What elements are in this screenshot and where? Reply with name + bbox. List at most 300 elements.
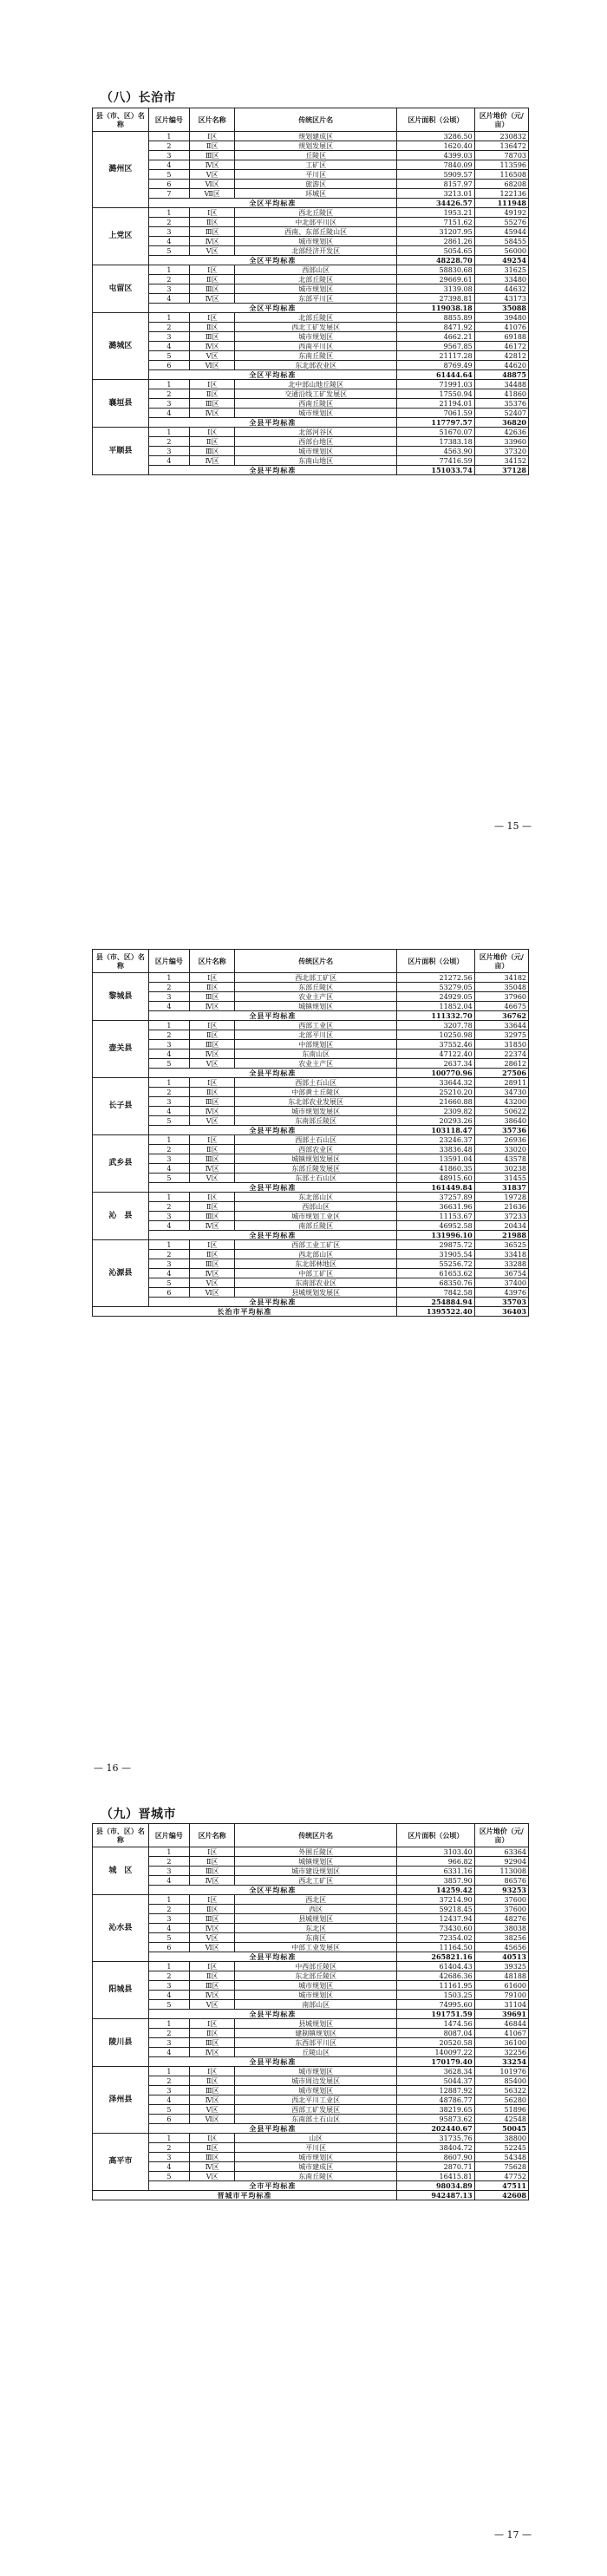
table-row xyxy=(93,2019,529,2029)
header-county: 县（市、区）名称 xyxy=(93,950,149,973)
zone-name: Ⅲ区 xyxy=(190,399,235,409)
zone-area: 8769.49 xyxy=(397,361,475,370)
table-row xyxy=(93,1962,529,1971)
zone-price: 31850 xyxy=(474,1040,528,1049)
zone-price: 32256 xyxy=(474,2048,528,2057)
traditional-zone-name: 东部平川区 xyxy=(235,294,397,304)
table-row xyxy=(93,1847,529,1857)
total-price: 93253 xyxy=(474,1886,528,1895)
zone-price: 48276 xyxy=(474,1914,528,1924)
zone-area: 74995.60 xyxy=(397,2000,475,2010)
table-row xyxy=(93,208,529,218)
total-price: 36762 xyxy=(474,1011,528,1021)
zone-number: 1 xyxy=(148,1847,189,1857)
county-name: 潞州区 xyxy=(93,132,149,208)
zone-number: 2 xyxy=(148,437,189,447)
land-price-table-jincheng xyxy=(92,1823,529,2200)
zone-number: 4 xyxy=(148,1164,189,1174)
zone-area: 2309.82 xyxy=(397,1107,475,1116)
table xyxy=(92,1823,529,2200)
zone-number: 1 xyxy=(148,2019,189,2029)
county-name: 沁 县 xyxy=(93,1193,149,1240)
zone-area: 5044.37 xyxy=(397,2076,475,2086)
zone-name: Ⅰ区 xyxy=(190,208,235,218)
zone-name: Ⅰ区 xyxy=(190,973,235,983)
total-price: 33254 xyxy=(474,2057,528,2067)
zone-number: 2 xyxy=(148,2029,189,2038)
table-row xyxy=(93,160,529,170)
total-label: 全县平均标准 xyxy=(148,1183,396,1193)
zone-area: 3207.78 xyxy=(397,1021,475,1030)
county-total-row xyxy=(93,466,529,475)
zone-area: 25210.20 xyxy=(397,1088,475,1097)
header-zone-no: 区片编号 xyxy=(148,108,189,132)
zone-area: 59218.45 xyxy=(397,1905,475,1914)
zone-area: 8471.92 xyxy=(397,323,475,332)
zone-area: 61653.62 xyxy=(397,1269,475,1278)
zone-price: 52407 xyxy=(474,409,528,418)
total-label: 全区平均标准 xyxy=(148,370,396,380)
county-name: 城 区 xyxy=(93,1847,149,1895)
total-price: 50045 xyxy=(474,2124,528,2134)
header-zone-name: 区片名称 xyxy=(190,1824,235,1847)
zone-area: 11852.04 xyxy=(397,1002,475,1011)
county-name: 阳城县 xyxy=(93,1962,149,2019)
zone-number: 1 xyxy=(148,428,189,437)
page-number: — 15 — xyxy=(494,821,532,832)
zone-price: 38256 xyxy=(474,1933,528,1943)
zone-price: 113596 xyxy=(474,160,528,170)
zone-name: Ⅳ区 xyxy=(190,1876,235,1886)
table-row xyxy=(93,1193,529,1202)
zone-number: 5 xyxy=(148,1278,189,1288)
table-header xyxy=(93,950,529,973)
county-name: 泽州县 xyxy=(93,2067,149,2134)
zone-number: 4 xyxy=(148,160,189,170)
table-row xyxy=(93,447,529,456)
traditional-zone-name: 北部丘陵区 xyxy=(235,313,397,323)
table-row xyxy=(93,342,529,351)
city-total-price: 42608 xyxy=(474,2191,528,2200)
zone-area: 1620.40 xyxy=(397,141,475,151)
zone-name: Ⅲ区 xyxy=(190,1867,235,1876)
zone-number: 3 xyxy=(148,1914,189,1924)
county-name: 襄垣县 xyxy=(93,380,149,428)
traditional-zone-name: 东南山区 xyxy=(235,1049,397,1059)
county-name: 陵川县 xyxy=(93,2019,149,2067)
traditional-zone-name: 东北部农业发展区 xyxy=(235,1097,397,1107)
zone-price: 36754 xyxy=(474,1269,528,1278)
table-row xyxy=(93,1981,529,1991)
traditional-zone-name: 西部农业区 xyxy=(235,1145,397,1154)
zone-price: 68208 xyxy=(474,180,528,189)
zone-area: 10250.98 xyxy=(397,1030,475,1040)
zone-name: Ⅰ区 xyxy=(190,428,235,437)
county-total-row xyxy=(93,2010,529,2019)
zone-price: 37600 xyxy=(474,1905,528,1914)
zone-area: 31905.54 xyxy=(397,1250,475,1259)
header-county: 县（市、区）名称 xyxy=(93,108,149,132)
zone-area: 41860.35 xyxy=(397,1164,475,1174)
table-row xyxy=(93,323,529,332)
zone-area: 17383.18 xyxy=(397,437,475,447)
zone-price: 63364 xyxy=(474,1847,528,1857)
county-total-row xyxy=(93,304,529,313)
table-row xyxy=(93,1924,529,1933)
zone-name: Ⅱ区 xyxy=(190,1250,235,1259)
table-row xyxy=(93,1933,529,1943)
zone-name: Ⅲ区 xyxy=(190,1154,235,1164)
zone-number: 1 xyxy=(148,132,189,141)
zone-number: 4 xyxy=(148,1002,189,1011)
zone-number: 3 xyxy=(148,1212,189,1221)
traditional-zone-name: 西南丘陵区 xyxy=(235,399,397,409)
zone-number: 3 xyxy=(148,447,189,456)
total-label: 全县平均标准 xyxy=(148,1069,396,1078)
zone-price: 92904 xyxy=(474,1857,528,1867)
table-row xyxy=(93,189,529,199)
zone-number: 6 xyxy=(148,1288,189,1298)
zone-number: 3 xyxy=(148,1097,189,1107)
traditional-zone-name: 城市规划工业区 xyxy=(235,1212,397,1221)
zone-number: 3 xyxy=(148,1867,189,1876)
zone-area: 7840.09 xyxy=(397,160,475,170)
zone-price: 38800 xyxy=(474,2134,528,2143)
county-total-row xyxy=(93,1183,529,1193)
zone-number: 2 xyxy=(148,218,189,227)
traditional-zone-name: 城市规划区 xyxy=(235,1991,397,2000)
zone-number: 5 xyxy=(148,1116,189,1126)
header-trad-name: 传统区片名 xyxy=(235,950,397,973)
traditional-zone-name: 西部工业工矿区 xyxy=(235,1240,397,1250)
zone-area: 48915.60 xyxy=(397,1174,475,1183)
city-total-row xyxy=(93,1307,529,1317)
zone-area: 11153.67 xyxy=(397,1212,475,1221)
city-total-area: 942487.13 xyxy=(397,2191,475,2200)
zone-name: Ⅱ区 xyxy=(190,1030,235,1040)
zone-area: 3857.90 xyxy=(397,1876,475,1886)
zone-price: 122136 xyxy=(474,189,528,199)
zone-area: 53279.05 xyxy=(397,983,475,992)
zone-name: Ⅱ区 xyxy=(190,275,235,284)
table-row xyxy=(93,1154,529,1164)
zone-number: 3 xyxy=(148,2086,189,2095)
table-row xyxy=(93,1116,529,1126)
page-16 xyxy=(0,859,607,1774)
total-price: 37128 xyxy=(474,466,528,475)
zone-number: 5 xyxy=(148,351,189,361)
header-area: 区片面积（公顷） xyxy=(397,1824,475,1847)
zone-area: 21272.56 xyxy=(397,973,475,983)
total-price: 21988 xyxy=(474,1231,528,1240)
table-body xyxy=(93,973,529,1317)
total-area: 14259.42 xyxy=(397,1886,475,1895)
zone-price: 33020 xyxy=(474,1145,528,1154)
zone-name: Ⅱ区 xyxy=(190,1202,235,1212)
zone-area: 37214.90 xyxy=(397,1895,475,1905)
total-label: 全市平均标准 xyxy=(148,2181,396,2191)
table-row xyxy=(93,992,529,1002)
traditional-zone-name: 建制镇规划区 xyxy=(235,2029,397,2038)
total-area: 100770.96 xyxy=(397,1069,475,1078)
traditional-zone-name: 西北区 xyxy=(235,1895,397,1905)
table-row xyxy=(93,2153,529,2162)
zone-price: 19728 xyxy=(474,1193,528,1202)
total-label: 全区平均标准 xyxy=(148,256,396,265)
zone-price: 39325 xyxy=(474,1962,528,1971)
zone-area: 11164.50 xyxy=(397,1943,475,1952)
zone-name: Ⅲ区 xyxy=(190,1212,235,1221)
traditional-zone-name: 城市规划区 xyxy=(235,2153,397,2162)
traditional-zone-name: 规划发展区 xyxy=(235,141,397,151)
traditional-zone-name: 旅游区 xyxy=(235,180,397,189)
table-row xyxy=(93,237,529,246)
zone-number: 3 xyxy=(148,332,189,342)
zone-price: 44620 xyxy=(474,361,528,370)
zone-name: Ⅴ区 xyxy=(190,2105,235,2115)
zone-number: 3 xyxy=(148,227,189,237)
zone-price: 55276 xyxy=(474,218,528,227)
table-row xyxy=(93,1145,529,1154)
traditional-zone-name: 城镇规划区 xyxy=(235,1002,397,1011)
zone-price: 43200 xyxy=(474,1097,528,1107)
zone-name: Ⅴ区 xyxy=(190,351,235,361)
zone-area: 3103.40 xyxy=(397,1847,475,1857)
zone-price: 42548 xyxy=(474,2115,528,2124)
zone-name: Ⅱ区 xyxy=(190,323,235,332)
zone-price: 34152 xyxy=(474,456,528,466)
table-row xyxy=(93,2162,529,2172)
traditional-zone-name: 县城规划区 xyxy=(235,1914,397,1924)
zone-price: 49192 xyxy=(474,208,528,218)
zone-number: 4 xyxy=(148,237,189,246)
zone-area: 72354.02 xyxy=(397,1933,475,1943)
header-row xyxy=(93,108,529,132)
table-row xyxy=(93,1002,529,1011)
county-name: 黎城县 xyxy=(93,973,149,1021)
zone-number: 4 xyxy=(148,1924,189,1933)
zone-price: 31625 xyxy=(474,265,528,275)
total-price: 35736 xyxy=(474,1126,528,1135)
zone-area: 11161.95 xyxy=(397,1981,475,1991)
zone-number: 4 xyxy=(148,1269,189,1278)
county-name: 沁源县 xyxy=(93,1240,149,1307)
zone-price: 33418 xyxy=(474,1250,528,1259)
zone-area: 37257.89 xyxy=(397,1193,475,1202)
county-name: 武乡县 xyxy=(93,1135,149,1193)
zone-name: Ⅲ区 xyxy=(190,2038,235,2048)
zone-price: 42812 xyxy=(474,351,528,361)
zone-number: 1 xyxy=(148,208,189,218)
zone-number: 2 xyxy=(148,275,189,284)
total-label: 全县平均标准 xyxy=(148,2124,396,2134)
total-label: 全县平均标准 xyxy=(148,2057,396,2067)
zone-price: 61600 xyxy=(474,1981,528,1991)
total-price: 111948 xyxy=(474,199,528,208)
zone-name: Ⅱ区 xyxy=(190,2029,235,2038)
zone-area: 55256.72 xyxy=(397,1259,475,1269)
zone-name: Ⅱ区 xyxy=(190,1857,235,1867)
table-row xyxy=(93,1971,529,1981)
zone-price: 37233 xyxy=(474,1212,528,1221)
zone-price: 33644 xyxy=(474,1021,528,1030)
traditional-zone-name: 丘陵区 xyxy=(235,151,397,160)
total-area: 34426.57 xyxy=(397,199,475,208)
table-row xyxy=(93,2105,529,2115)
traditional-zone-name: 西部山区 xyxy=(235,265,397,275)
zone-price: 36525 xyxy=(474,1240,528,1250)
zone-name: Ⅲ区 xyxy=(190,284,235,294)
zone-price: 35376 xyxy=(474,399,528,409)
zone-name: Ⅳ区 xyxy=(190,1221,235,1231)
zone-name: Ⅰ区 xyxy=(190,1962,235,1971)
table-row xyxy=(93,294,529,304)
zone-area: 12887.92 xyxy=(397,2086,475,2095)
table-row xyxy=(93,1240,529,1250)
traditional-zone-name: 北中部山地丘陵区 xyxy=(235,380,397,389)
table-row xyxy=(93,1078,529,1088)
zone-area: 20520.58 xyxy=(397,2038,475,2048)
zone-number: 3 xyxy=(148,1259,189,1269)
zone-name: Ⅲ区 xyxy=(190,151,235,160)
zone-area: 31735.76 xyxy=(397,2134,475,2143)
zone-price: 22374 xyxy=(474,1049,528,1059)
zone-price: 38038 xyxy=(474,1924,528,1933)
total-area: 111332.70 xyxy=(397,1011,475,1021)
zone-number: 3 xyxy=(148,992,189,1002)
zone-price: 47752 xyxy=(474,2172,528,2181)
zone-area: 8607.90 xyxy=(397,2153,475,2162)
zone-number: 1 xyxy=(148,1962,189,1971)
county-total-row xyxy=(93,370,529,380)
zone-price: 45656 xyxy=(474,1943,528,1952)
traditional-zone-name: 城市规划区 xyxy=(235,2067,397,2076)
table-row xyxy=(93,1212,529,1221)
zone-number: 2 xyxy=(148,389,189,399)
zone-name: Ⅰ区 xyxy=(190,2067,235,2076)
zone-name: Ⅱ区 xyxy=(190,437,235,447)
zone-name: Ⅴ区 xyxy=(190,1933,235,1943)
traditional-zone-name: 东北区 xyxy=(235,1924,397,1933)
zone-name: Ⅴ区 xyxy=(190,1116,235,1126)
total-price: 40513 xyxy=(474,1952,528,1962)
traditional-zone-name: 东北部丘陵区 xyxy=(235,1971,397,1981)
zone-area: 13591.04 xyxy=(397,1154,475,1164)
traditional-zone-name: 北部河谷区 xyxy=(235,428,397,437)
traditional-zone-name: 中西部丘陵区 xyxy=(235,1962,397,1971)
zone-name: Ⅳ区 xyxy=(190,1049,235,1059)
zone-name: Ⅲ区 xyxy=(190,1259,235,1269)
zone-name: Ⅴ区 xyxy=(190,2172,235,2181)
county-total-row xyxy=(93,2124,529,2134)
zone-name: Ⅲ区 xyxy=(190,332,235,342)
county-name: 高平市 xyxy=(93,2134,149,2191)
total-label: 全县平均标准 xyxy=(148,1952,396,1962)
traditional-zone-name: 交通沿线工矿发展区 xyxy=(235,389,397,399)
total-area: 151033.74 xyxy=(397,466,475,475)
total-label: 全区平均标准 xyxy=(148,199,396,208)
zone-number: 5 xyxy=(148,1174,189,1183)
zone-area: 3286.50 xyxy=(397,132,475,141)
table-body xyxy=(93,1847,529,2200)
total-area: 61444.64 xyxy=(397,370,475,380)
zone-area: 4662.21 xyxy=(397,332,475,342)
zone-area: 140097.22 xyxy=(397,2048,475,2057)
traditional-zone-name: 城市规划区 xyxy=(235,409,397,418)
zone-name: Ⅳ区 xyxy=(190,2162,235,2172)
zone-area: 47122.40 xyxy=(397,1049,475,1059)
traditional-zone-name: 东南丘陵区 xyxy=(235,351,397,361)
zone-name: Ⅲ区 xyxy=(190,1981,235,1991)
total-label: 全区平均标准 xyxy=(148,304,396,313)
total-area: 131996.10 xyxy=(397,1231,475,1240)
zone-name: Ⅴ区 xyxy=(190,1059,235,1069)
traditional-zone-name: 东部丘陵区 xyxy=(235,983,397,992)
traditional-zone-name: 城市周边发展区 xyxy=(235,2076,397,2086)
zone-number: 2 xyxy=(148,2143,189,2153)
zone-name: Ⅰ区 xyxy=(190,265,235,275)
table-row xyxy=(93,2143,529,2153)
zone-price: 33480 xyxy=(474,275,528,284)
zone-area: 23246.37 xyxy=(397,1135,475,1145)
county-total-row xyxy=(93,1886,529,1895)
zone-area: 2870.71 xyxy=(397,2162,475,2172)
county-total-row xyxy=(93,1231,529,1240)
header-zone-no: 区片编号 xyxy=(148,950,189,973)
zone-number: 3 xyxy=(148,1981,189,1991)
traditional-zone-name: 西部土石山区 xyxy=(235,1135,397,1145)
table-row xyxy=(93,1021,529,1030)
zone-area: 46952.58 xyxy=(397,1221,475,1231)
zone-number: 4 xyxy=(148,2162,189,2172)
traditional-zone-name: 平川区 xyxy=(235,2143,397,2153)
zone-name: Ⅲ区 xyxy=(190,447,235,456)
zone-price: 43578 xyxy=(474,1154,528,1164)
traditional-zone-name: 城市建成区 xyxy=(235,2162,397,2172)
table-row xyxy=(93,2172,529,2181)
zone-price: 136472 xyxy=(474,141,528,151)
zone-price: 32975 xyxy=(474,1030,528,1040)
zone-price: 28612 xyxy=(474,1059,528,1069)
header-trad-name: 传统区片名 xyxy=(235,108,397,132)
county-total-row xyxy=(93,1952,529,1962)
county-total-row xyxy=(93,199,529,208)
zone-number: 2 xyxy=(148,1971,189,1981)
traditional-zone-name: 农业主产区 xyxy=(235,1059,397,1069)
total-area: 254884.94 xyxy=(397,1298,475,1307)
zone-number: 2 xyxy=(148,1857,189,1867)
zone-price: 33288 xyxy=(474,1259,528,1269)
zone-price: 56322 xyxy=(474,2086,528,2095)
total-label: 全县平均标准 xyxy=(148,466,396,475)
table-row xyxy=(93,1857,529,1867)
zone-area: 71991.03 xyxy=(397,380,475,389)
table-row xyxy=(93,1059,529,1069)
county-total-row xyxy=(93,256,529,265)
county-name: 长子县 xyxy=(93,1078,149,1135)
zone-price: 85400 xyxy=(474,2076,528,2086)
traditional-zone-name: 东南区 xyxy=(235,1933,397,1943)
zone-area: 1503.25 xyxy=(397,1991,475,2000)
zone-price: 113008 xyxy=(474,1867,528,1876)
total-label: 全县平均标准 xyxy=(148,1011,396,1021)
zone-price: 37400 xyxy=(474,1278,528,1288)
zone-number: 5 xyxy=(148,1933,189,1943)
zone-name: Ⅱ区 xyxy=(190,218,235,227)
zone-number: 3 xyxy=(148,2038,189,2048)
total-price: 48875 xyxy=(474,370,528,380)
traditional-zone-name: 山区 xyxy=(235,2134,397,2143)
